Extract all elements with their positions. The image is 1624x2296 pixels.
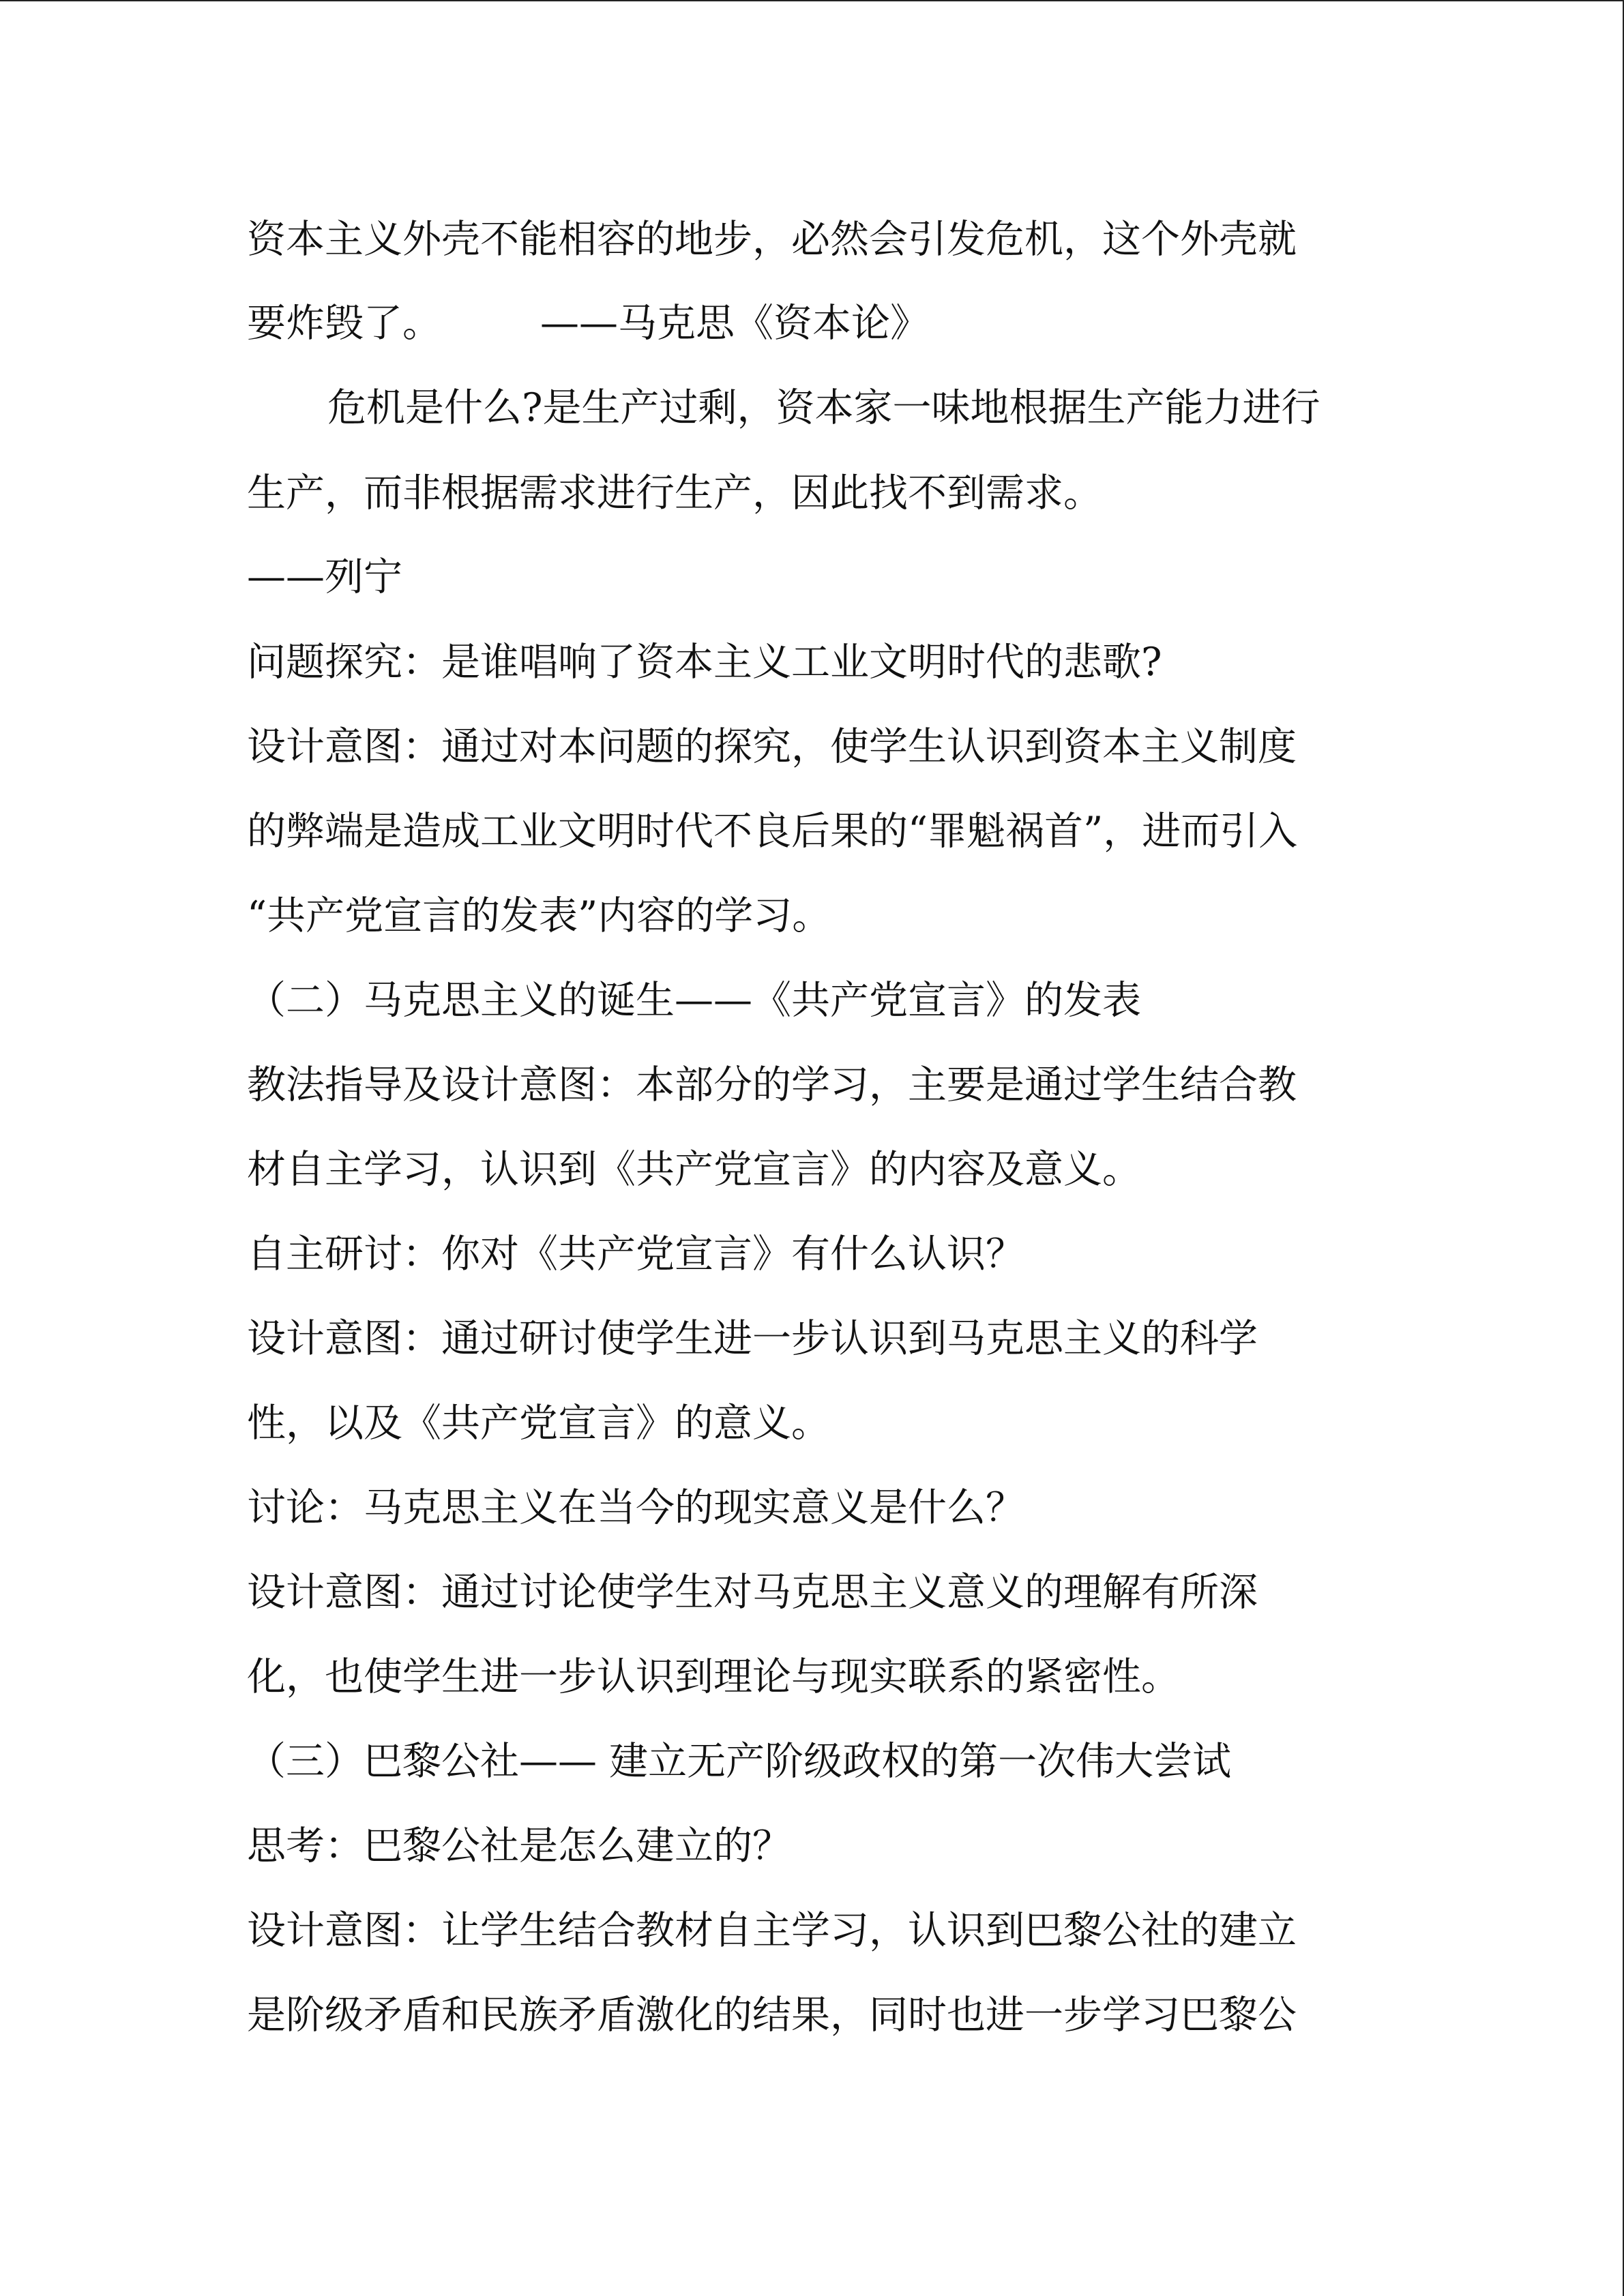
text-line-12: 材自主学习，认识到《共产党宣言》的内容及意义。 (247, 1147, 1141, 1192)
text-line-20: 思考：巴黎公社是怎么建立的？ (247, 1823, 791, 1868)
text-line-8: 的弊端是造成工业文明时代不良后果的“罪魁祸首”，进而引入 (247, 809, 1298, 854)
text-line-7: 设计意图：通过对本问题的探究，使学生认识到资本主义制度 (247, 724, 1297, 769)
text-line-17: 设计意图：通过讨论使学生对马克思主义意义的理解有所深 (247, 1570, 1258, 1615)
text-line-9: “共产党宣言的发表”内容的学习。 (247, 893, 831, 938)
text-line-13: 自主研讨：你对《共产党宣言》有什么认识？ (247, 1232, 1024, 1277)
text-line-2: 要炸毁了。 ——马克思《资本论》 (247, 301, 929, 346)
section-heading-2: （二）马克思主义的诞生——《共产党宣言》的发表 (247, 978, 1141, 1023)
text-line-4: 生产，而非根据需求进行生产，因此找不到需求。 (247, 471, 1102, 516)
text-line-11: 教法指导及设计意图：本部分的学习，主要是通过学生结合教 (247, 1062, 1297, 1107)
text-line-3: 危机是什么?是生产过剩，资本家一味地根据生产能力进行 (327, 385, 1320, 430)
section-heading-3: （三）巴黎公社—— 建立无产阶级政权的第一次伟大尝试 (247, 1739, 1232, 1784)
text-line-16: 讨论：马克思主义在当今的现实意义是什么？ (247, 1485, 1024, 1530)
text-line-5: ——列宁 (247, 554, 402, 599)
text-line-14: 设计意图：通过研讨使学生进一步认识到马克思主义的科学 (247, 1316, 1258, 1361)
text-line-6: 问题探究：是谁唱响了资本主义工业文明时代的悲歌? (247, 640, 1162, 685)
text-line-21: 设计意图：让学生结合教材自主学习，认识到巴黎公社的建立 (247, 1908, 1297, 1953)
text-line-15: 性，以及《共产党宣言》的意义。 (247, 1401, 830, 1446)
text-line-1: 资本主义外壳不能相容的地步，必然会引发危机，这个外壳就 (247, 217, 1297, 262)
page-border-top (0, 0, 1624, 1)
text-line-22: 是阶级矛盾和民族矛盾激化的结果，同时也进一步学习巴黎公 (247, 1993, 1297, 2038)
text-line-18: 化，也使学生进一步认识到理论与现实联系的紧密性。 (247, 1654, 1180, 1699)
